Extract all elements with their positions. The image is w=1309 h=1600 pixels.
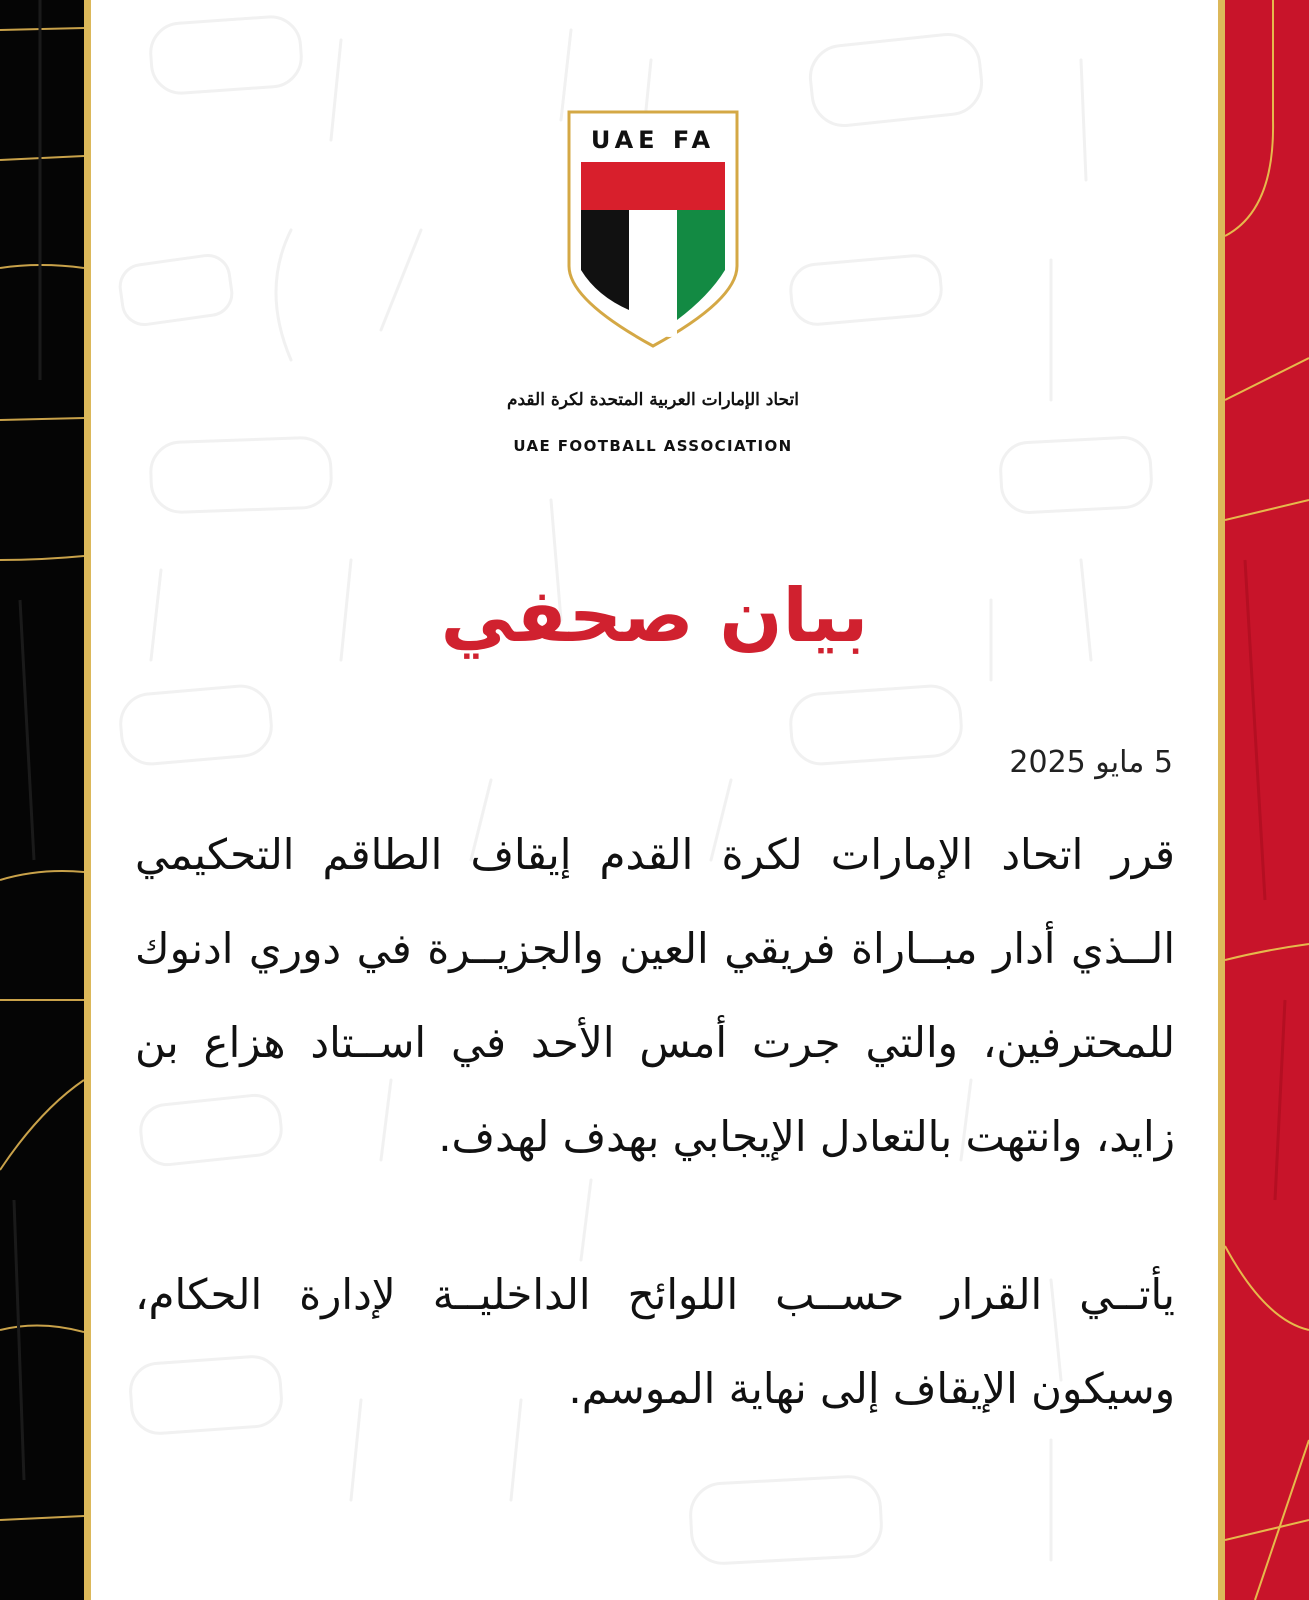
statement-paragraph-2: يأتــي القرار حســب اللوائح الداخليــة لإدارة الحكام، وسيكون الإيقاف إلى نهاية الموسم. xyxy=(135,1270,1175,1413)
right-border-pattern xyxy=(1225,0,1309,1600)
right-gold-line xyxy=(1218,0,1225,1600)
left-border-pattern xyxy=(0,0,84,1600)
statement-paragraph-1: قرر اتحاد الإمارات لكرة القدم إيقاف الطاقم التحكيمي الــذي أدار مبــاراة فريقي العين والجزيــرة في دوري ادنوك للمحترفين، والتي جرت أمس الأحد في اســتاد هزاع بن زايد، وانتهت بالتعادل الإيجابي بهدف لهدف. xyxy=(135,830,1175,1161)
statement-date: 5 مايو 2025 xyxy=(1009,745,1173,780)
statement-panel xyxy=(91,0,1218,1600)
statement-title: بيان صحفي xyxy=(440,573,869,659)
left-gold-line xyxy=(84,0,91,1600)
association-name-english: UAE FOOTBALL ASSOCIATION xyxy=(513,437,793,455)
uae-fa-crest xyxy=(567,110,739,350)
association-name-arabic: اتحاد الإمارات العربية المتحدة لكرة القدم xyxy=(506,390,799,410)
left-black-border xyxy=(0,0,84,1600)
right-red-border xyxy=(1225,0,1309,1600)
crest-text: UAE FA xyxy=(590,126,716,154)
